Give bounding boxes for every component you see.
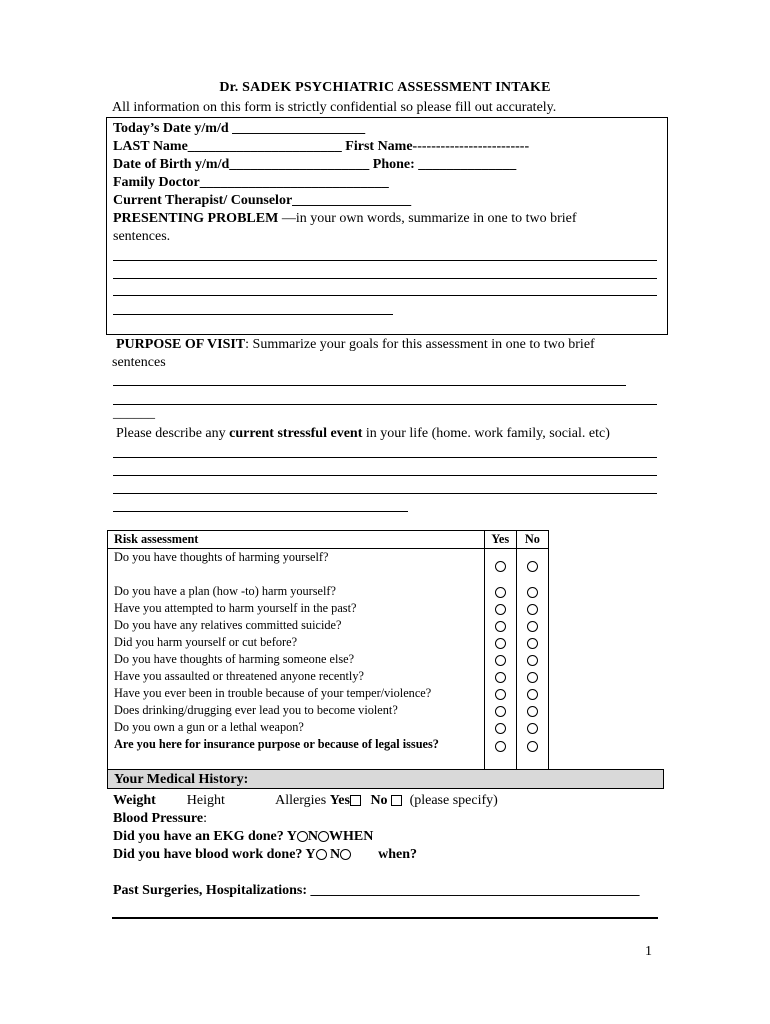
todays-date-field[interactable]: Today’s Date y/m/d ___________________	[113, 121, 366, 136]
yes-radio[interactable]	[495, 741, 506, 752]
stress-answer-line-1[interactable]	[113, 457, 657, 458]
risk-question: Are you here for insurance purpose or because of legal issues?	[108, 736, 485, 756]
ekg-row	[113, 829, 373, 845]
stress-answer-line-2[interactable]	[113, 475, 657, 476]
yes-cell	[484, 617, 516, 634]
blood-work-when-label[interactable]: when?	[378, 847, 418, 862]
risk-question: Do you have thoughts of harming yourself?	[108, 549, 485, 584]
yes-radio[interactable]	[495, 587, 506, 598]
yes-radio[interactable]	[495, 604, 506, 615]
yes-radio[interactable]	[495, 723, 506, 734]
table-row	[108, 651, 549, 668]
ekg-yes-radio[interactable]	[297, 831, 308, 842]
stressful-event-emphasis: current stressful event	[229, 426, 363, 441]
yes-cell	[484, 685, 516, 702]
table-row	[108, 685, 549, 702]
medical-history-header: Your Medical History:	[107, 769, 664, 789]
confidentiality-note: All information on this form is strictly confidential so please fill out accurately.	[112, 100, 557, 115]
no-radio[interactable]	[527, 689, 538, 700]
risk-question: Have you attempted to harm yourself in the past?	[108, 600, 485, 617]
yes-cell	[484, 719, 516, 736]
yes-radio[interactable]	[495, 561, 506, 572]
yes-cell	[484, 634, 516, 651]
presenting-answer-line-2[interactable]	[113, 278, 657, 279]
page-number: 1	[645, 944, 652, 959]
table-row	[108, 634, 549, 651]
presenting-problem-instructions: —in your own words, summarize in one to two brief	[278, 211, 577, 226]
no-cell	[516, 685, 548, 702]
stress-answer-line-3[interactable]	[113, 493, 657, 494]
risk-assessment-table	[107, 530, 549, 775]
allergies-yes-checkbox[interactable]	[350, 795, 361, 806]
presenting-problem-instructions-2: sentences.	[113, 229, 171, 244]
ekg-no-label: N	[307, 829, 318, 844]
presenting-answer-line-4[interactable]	[113, 314, 393, 315]
blood-pressure-label: Blood Pressure	[113, 811, 204, 826]
purpose-of-visit-label	[116, 337, 595, 353]
allergies-no-checkbox[interactable]	[391, 795, 402, 806]
yes-column-header: Yes	[484, 531, 516, 549]
yes-cell	[484, 651, 516, 668]
personal-info-box	[106, 117, 668, 335]
ekg-no-radio[interactable]	[318, 831, 329, 842]
form-title: Dr. SADEK PSYCHIATRIC ASSESSMENT INTAKE	[219, 80, 551, 95]
risk-question: Do you have a plan (how -to) harm yourself?	[108, 583, 485, 600]
yes-radio[interactable]	[495, 672, 506, 683]
family-doctor-field[interactable]: Family Doctor___________________________	[113, 175, 389, 190]
purpose-answer-line-1[interactable]	[113, 385, 626, 386]
ekg-when-label[interactable]: WHEN	[328, 829, 374, 844]
ekg-question: Did you have an EKG done? Y	[113, 829, 297, 844]
stress-answer-line-4[interactable]	[113, 511, 408, 512]
blood-work-question: Did you have blood work done? Y	[113, 847, 316, 862]
no-radio[interactable]	[527, 587, 538, 598]
section-divider	[112, 917, 658, 919]
yes-cell	[484, 549, 516, 584]
blood-pressure-row[interactable]	[113, 811, 207, 827]
presenting-answer-line-3[interactable]	[113, 295, 657, 296]
table-row	[108, 719, 549, 736]
yes-radio[interactable]	[495, 706, 506, 717]
table-row	[108, 736, 549, 756]
weight-label[interactable]: Weight	[113, 793, 156, 808]
blood-work-no-label: N	[330, 847, 341, 862]
presenting-problem-heading: PRESENTING PROBLEM	[113, 211, 279, 226]
no-cell	[516, 702, 548, 719]
no-radio[interactable]	[527, 604, 538, 615]
yes-cell	[484, 600, 516, 617]
risk-question: Did you harm yourself or cut before?	[108, 634, 485, 651]
risk-question: Have you ever been in trouble because of your temper/violence?	[108, 685, 485, 702]
yes-radio[interactable]	[495, 621, 506, 632]
yes-radio[interactable]	[495, 638, 506, 649]
purpose-answer-line-2[interactable]	[113, 404, 657, 405]
name-field[interactable]: LAST Name______________________ First Name-------------------------	[113, 139, 530, 154]
blood-work-yes-radio[interactable]	[316, 849, 327, 860]
presenting-problem-label	[113, 211, 577, 227]
allergies-specify: (please specify)	[409, 793, 498, 808]
yes-cell	[484, 668, 516, 685]
purpose-of-visit-instructions: : Summarize your goals for this assessment in one to two brief	[245, 337, 595, 352]
yes-cell	[484, 702, 516, 719]
blood-pressure-colon: :	[203, 811, 207, 826]
yes-cell	[484, 583, 516, 600]
risk-question: Do you have any relatives committed suicide?	[108, 617, 485, 634]
no-radio[interactable]	[527, 638, 538, 649]
therapist-field[interactable]: Current Therapist/ Counselor_________________	[113, 193, 412, 208]
no-cell	[516, 651, 548, 668]
no-cell	[516, 668, 548, 685]
no-cell	[516, 549, 548, 584]
blood-work-row	[113, 847, 417, 863]
no-cell	[516, 634, 548, 651]
stressful-event-prefix: Please describe any	[116, 426, 230, 441]
no-radio[interactable]	[527, 621, 538, 632]
risk-question: Do you own a gun or a lethal weapon?	[108, 719, 485, 736]
stressful-event-prompt	[116, 426, 610, 442]
table-row	[108, 549, 549, 584]
no-radio[interactable]	[527, 655, 538, 666]
risk-header-label: Risk assessment	[108, 531, 485, 549]
no-radio[interactable]	[527, 672, 538, 683]
allergies-no-label: No	[370, 793, 388, 808]
no-radio[interactable]	[527, 706, 538, 717]
risk-question: Have you assaulted or threatened anyone recently?	[108, 668, 485, 685]
presenting-answer-line-1[interactable]	[113, 260, 657, 261]
table-row	[108, 617, 549, 634]
purpose-of-visit-heading: PURPOSE OF VISIT	[116, 337, 246, 352]
no-cell	[516, 736, 548, 756]
dob-phone-field[interactable]: Date of Birth y/m/d____________________ Phone: ______________	[113, 157, 517, 172]
no-cell	[516, 600, 548, 617]
no-cell	[516, 583, 548, 600]
allergies-label: Allergies	[275, 793, 327, 808]
surgeries-field[interactable]: Past Surgeries, Hospitalizations: _______________________________________________	[113, 883, 640, 898]
purpose-of-visit-instructions-2: sentences	[112, 355, 166, 370]
risk-question: Do you have thoughts of harming someone else?	[108, 651, 485, 668]
table-row	[108, 668, 549, 685]
no-radio[interactable]	[527, 741, 538, 752]
risk-question: Does drinking/drugging ever lead you to become violent?	[108, 702, 485, 719]
stressful-event-suffix: in your life (home. work family, social. etc)	[362, 426, 610, 441]
vitals-row	[113, 793, 498, 809]
risk-table-header	[108, 531, 549, 549]
no-radio[interactable]	[527, 723, 538, 734]
yes-radio[interactable]	[495, 655, 506, 666]
no-cell	[516, 617, 548, 634]
allergies-yes-label: Yes	[329, 793, 350, 808]
purpose-short-line[interactable]: ______	[113, 406, 155, 421]
no-cell	[516, 719, 548, 736]
yes-radio[interactable]	[495, 689, 506, 700]
no-radio[interactable]	[527, 561, 538, 572]
table-row	[108, 600, 549, 617]
yes-cell	[484, 736, 516, 756]
table-row	[108, 583, 549, 600]
no-column-header: No	[516, 531, 548, 549]
blood-work-no-radio[interactable]	[340, 849, 351, 860]
height-label[interactable]: Height	[186, 793, 225, 808]
table-row	[108, 702, 549, 719]
